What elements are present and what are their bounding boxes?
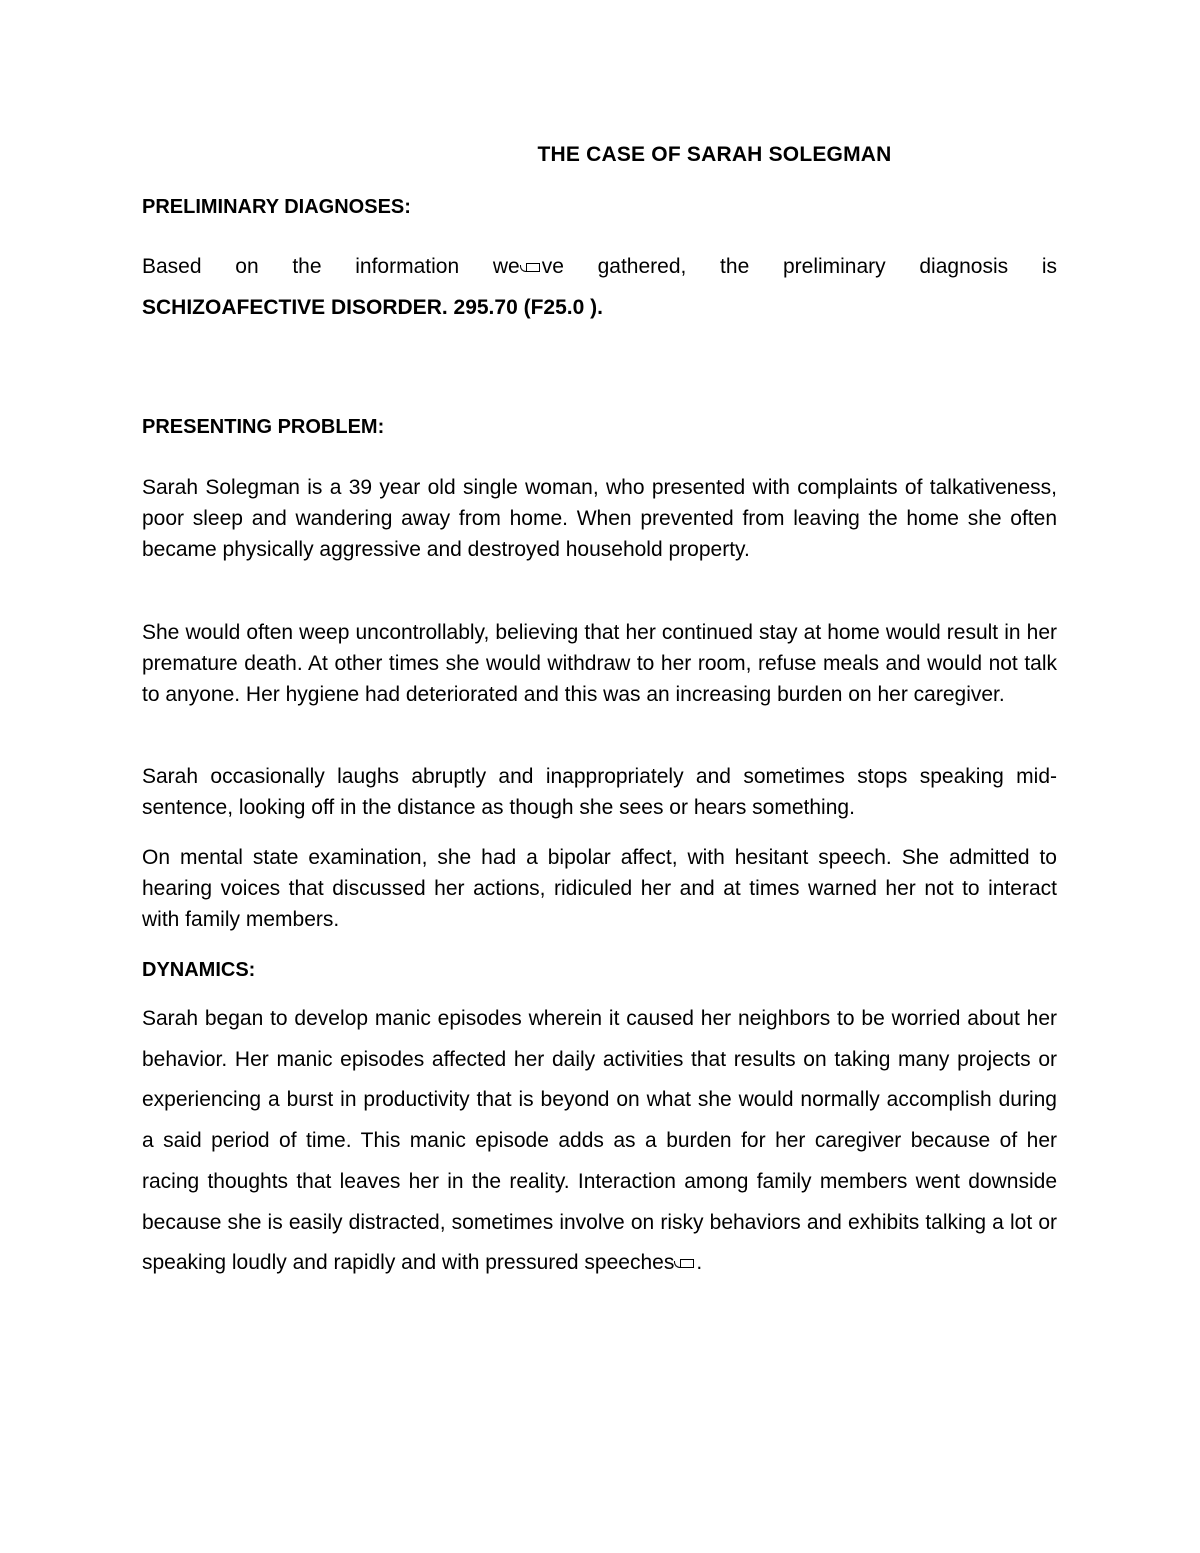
dynamics-ending: .	[696, 1251, 703, 1275]
preliminary-diagnosis-line	[142, 251, 1057, 282]
dynamics-paragraph	[142, 999, 1057, 1284]
presenting-paragraph-3: Sarah occasionally laughs abruptly and inappropriately and sometimes stops speaking mid-sentence, looking off in the distance as though she sees or hears something.	[142, 765, 1057, 819]
dynamics-text: Sarah began to develop manic episodes wherein it caused her neighbors to be worried about her behavior. Her manic episodes affected her daily activities that results on taking many projects or experiencing a burst in productivity that is beyond on what she would normally accomplish during a said period of time. This manic episode adds as a burden for her caregiver because of her racing thoughts that leaves her in the reality. Interaction among family members went downside because she is easily distracted, sometimes involve on risky behaviors and exhibits talking a lot or speaking loudly and rapidly and with pressured speeches	[142, 1007, 1057, 1275]
diagnosis-code: SCHIZOAFECTIVE DISORDER. 295.70 (F25.0 ).	[142, 296, 603, 319]
presenting-paragraph-1: Sarah Solegman is a 39 year old single woman, who presented with complaints of talkativeness, poor sleep and wandering away from home. When prevented from leaving the home she often became physically aggressive and destroyed household property.	[142, 476, 1057, 561]
preliminary-diagnosis-paragraph	[142, 251, 1057, 323]
preliminary-diagnoses-heading: PRELIMINARY DIAGNOSES:	[142, 196, 411, 218]
dynamics-heading: DYNAMICS:	[142, 959, 256, 981]
preliminary-text-part-2: ve gathered, the preliminary diagnosis is	[541, 255, 1057, 278]
preliminary-text-part-1: Based on the information we	[142, 255, 520, 278]
presenting-paragraph-4: On mental state examination, she had a bipolar affect, with hesitant speech. She admitted to hearing voices that discussed her actions, ridiculed her and at times warned her not to interact with family members.	[142, 846, 1057, 931]
document-title: THE CASE OF SARAH SOLEGMAN	[537, 143, 892, 166]
unknown-glyph-icon	[520, 262, 542, 274]
unknown-glyph-icon	[674, 1258, 696, 1270]
presenting-paragraph-2: She would often weep uncontrollably, believing that her continued stay at home would result in her premature death. At other times she would withdraw to her room, refuse meals and would not talk to anyone. Her hygiene had deteriorated and this was an increasing burden on her caregiver.	[142, 621, 1057, 706]
presenting-problem-heading: PRESENTING PROBLEM:	[142, 416, 385, 438]
